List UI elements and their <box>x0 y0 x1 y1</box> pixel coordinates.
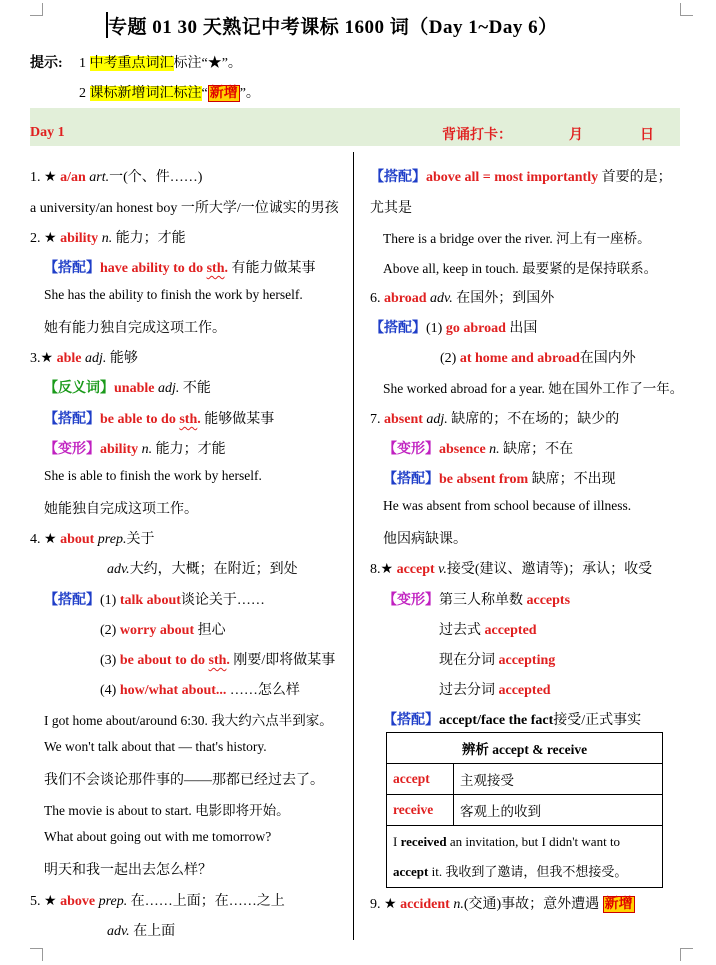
collocation-line <box>383 709 641 729</box>
analysis-definition: 客观上的收到 <box>454 795 663 826</box>
collocation-number: (3) <box>100 653 117 668</box>
collocation-line <box>440 347 636 367</box>
collocation-definition: 在国内外 <box>579 351 636 366</box>
example: The movie is about to start. 电影即将开始。 <box>44 803 290 818</box>
example: I got home about/around 6:30. 我大约六点半到家。 <box>44 713 333 728</box>
form-word: accepts <box>526 593 571 608</box>
tips-label: 提示: <box>30 56 63 71</box>
page-title: 专题 01 30 天熟记中考课标 1600 词（Day 1~Day 6） <box>108 17 558 38</box>
variant-line <box>383 438 573 458</box>
collocation-number: (4) <box>100 683 117 698</box>
corner-mark-top-right <box>680 3 693 16</box>
collocation-definition: 能够做某事 <box>204 412 275 427</box>
example-en: We won't talk about that — that's history. <box>44 739 267 754</box>
entry-number: 9. ★ <box>370 897 397 912</box>
variant-pos: n. <box>141 442 153 457</box>
form-label: 现在分词 <box>439 653 495 668</box>
example: She worked abroad for a year. 她在国外工作了一年。 <box>383 381 684 396</box>
entry-number: 2. ★ <box>30 231 57 246</box>
example: There is a bridge over the river. 河上有一座桥。 <box>383 231 651 246</box>
collocation-definition: 首要的是； <box>601 170 672 185</box>
example-en: She has the ability to finish the work by herself. <box>44 287 303 302</box>
collocation-sth: sth <box>208 653 227 668</box>
variant-line <box>44 438 226 458</box>
collocation: be about to do <box>119 653 209 668</box>
part-of-speech: v. <box>438 562 447 577</box>
collocation-sth: sth <box>206 261 225 276</box>
form-line <box>439 649 555 669</box>
entry-number: 5. ★ <box>30 894 57 909</box>
collocation-number: (1) <box>100 593 117 608</box>
collocation-line <box>100 679 300 699</box>
entry-about-adv <box>107 558 298 578</box>
collocation: how/what about... <box>119 683 227 698</box>
variant-line <box>383 589 570 609</box>
entry-number: 8.★ <box>370 562 394 577</box>
antonym-word: unable <box>114 381 155 396</box>
tip-line-2 <box>79 82 260 102</box>
part-of-speech: adv. <box>107 562 130 577</box>
corner-mark-bottom-right <box>680 948 693 961</box>
collocation-definition-cont: 尤其是 <box>370 201 412 216</box>
variant-word: absence <box>439 442 486 457</box>
collocation-definition: 出国 <box>509 321 538 336</box>
example-en: What about going out with me tomorrow? <box>44 829 272 844</box>
collocation-sth: sth <box>179 412 198 427</box>
analysis-definition: 主观接受 <box>454 764 663 795</box>
analysis-ex-word: received <box>400 833 447 849</box>
collocation: be able to do <box>100 412 180 427</box>
part-of-speech: adv. <box>107 924 130 939</box>
collocation: at home and abroad <box>459 351 580 366</box>
entry-above-adv <box>107 920 175 940</box>
analysis-word: accept <box>387 764 454 795</box>
collocation-tag: 【搭配】 <box>44 593 100 608</box>
entry-number: 7. <box>370 412 381 427</box>
definition: 在……上面；在……之上 <box>130 894 285 909</box>
collocation-line <box>44 257 315 277</box>
definition: 缺席的；不在场的；缺少的 <box>451 412 620 427</box>
variant-def: 缺席；不在 <box>503 442 574 457</box>
antonym-pos: adj. <box>157 381 180 396</box>
corner-mark-top-left <box>30 3 43 16</box>
variant-pos: n. <box>489 442 500 457</box>
analysis-example <box>387 826 663 888</box>
example-en: He was absent from school because of illness. <box>383 498 632 513</box>
collocation: accept/face the fact <box>439 713 554 728</box>
collocation-definition: ……怎么样 <box>229 683 300 698</box>
analysis-ex-post: it. 我收到了邀请，但我不想接受。 <box>428 863 628 879</box>
collocation-line <box>100 649 335 669</box>
tip-1-highlight: 中考重点词汇 <box>89 56 174 71</box>
form-word: accepted <box>484 623 537 638</box>
tip-2-open-quote: “ <box>201 86 208 101</box>
collocation-line <box>100 619 226 639</box>
entry-a-an <box>30 166 202 186</box>
form-word: accepted <box>498 683 551 698</box>
headword: absent <box>384 412 423 427</box>
entry-abroad <box>370 287 554 307</box>
analysis-ex-mid: an invitation, but I didn't want to <box>446 833 621 849</box>
entry-able <box>30 347 138 367</box>
collocation-definition: 担心 <box>197 623 226 638</box>
example-zh: 明天和我一起出去怎么样？ <box>44 863 212 878</box>
variant-tag: 【变形】 <box>383 593 439 608</box>
headword: a/an <box>60 170 86 185</box>
collocation: go abroad <box>445 321 506 336</box>
checkin-day: 日 <box>640 128 654 143</box>
collocation-line <box>44 589 265 609</box>
collocation-line <box>370 317 537 337</box>
collocation-end: . <box>226 653 230 668</box>
collocation-tag: 【搭配】 <box>370 321 426 336</box>
tip-line-1 <box>79 52 242 72</box>
part-of-speech: adj. <box>84 351 107 366</box>
day-label: Day 1 <box>30 125 65 140</box>
collocation-end: . <box>197 412 201 427</box>
example-zh: 她有能力独自完成这项工作。 <box>44 321 226 336</box>
collocation-tag: 【搭配】 <box>44 261 100 276</box>
collocation-definition: 有能力做某事 <box>231 261 316 276</box>
example: Above all, keep in touch. 最要紧的是保持联系。 <box>383 261 658 276</box>
definition: 大约，大概；在附近；到处 <box>129 562 298 577</box>
definition: 关于 <box>126 532 155 547</box>
entry-above <box>30 890 285 910</box>
part-of-speech: n. <box>101 231 113 246</box>
definition: 接受(建议、邀请等)；承认；收受 <box>446 562 653 577</box>
tip-2-close-quote: ”。 <box>239 86 260 101</box>
analysis-ex-word: accept <box>393 863 429 879</box>
analysis-table <box>386 732 663 888</box>
entry-number: 6. <box>370 291 381 306</box>
form-label: 过去式 <box>439 623 481 638</box>
collocation-tag: 【搭配】 <box>44 412 100 427</box>
definition: 能力；才能 <box>115 231 186 246</box>
part-of-speech: adv. <box>430 291 453 306</box>
definition: 一(个、件……) <box>109 170 203 185</box>
part-of-speech: prep. <box>98 894 128 909</box>
antonym-def: 不能 <box>182 381 211 396</box>
entry-absent <box>370 408 619 428</box>
part-of-speech: adj. <box>426 412 448 427</box>
tip-2-number: 2 <box>79 86 86 101</box>
new-word-badge: 新增 <box>604 897 633 912</box>
collocation: worry about <box>119 623 195 638</box>
tip-1-text: 标注“★”。 <box>173 56 242 71</box>
form-word: accepting <box>498 653 556 668</box>
definition: 在国外；到国外 <box>456 291 555 306</box>
headword: accept <box>396 562 435 577</box>
part-of-speech: prep. <box>97 532 127 547</box>
form-label: 第三人称单数 <box>439 593 523 608</box>
collocation-tag: 【搭配】 <box>383 472 439 487</box>
headword: about <box>60 532 95 547</box>
collocation: be absent from <box>439 472 529 487</box>
collocation-definition: 谈论关于…… <box>180 593 265 608</box>
collocation: above all = most importantly <box>426 170 599 185</box>
collocation: talk about <box>119 593 181 608</box>
headword: above <box>60 894 96 909</box>
analysis-ex-pre: I <box>393 833 401 849</box>
analysis-title: 辨析 accept & receive <box>387 733 663 764</box>
new-word-badge: 新增 <box>209 86 238 101</box>
tip-2-highlight: 课标新增词汇标注 <box>89 86 202 101</box>
form-label: 过去分词 <box>439 683 495 698</box>
collocation-line <box>44 408 274 428</box>
entry-ability <box>30 227 186 247</box>
variant-def: 能力；才能 <box>155 442 226 457</box>
example: a university/an honest boy 一所大学/一位诚实的男孩 <box>30 201 339 216</box>
definition: 能够 <box>109 351 138 366</box>
variant-tag: 【变形】 <box>44 442 100 457</box>
part-of-speech: n. <box>453 897 464 912</box>
column-divider <box>353 152 354 940</box>
collocation-number: (2) <box>100 623 117 638</box>
collocation-number: (2) <box>440 351 457 366</box>
definition: (交通)事故；意外遭遇 <box>463 897 600 912</box>
headword: able <box>56 351 82 366</box>
collocation-tag: 【搭配】 <box>383 713 439 728</box>
example-zh: 我们不会谈论那件事的——那都已经过去了。 <box>44 773 324 788</box>
example-zh: 他因病缺课。 <box>383 532 467 547</box>
form-line <box>439 619 537 639</box>
antonym-line <box>44 377 211 397</box>
collocation-tag: 【搭配】 <box>370 170 426 185</box>
entry-number: 3.★ <box>30 351 54 366</box>
collocation: have ability to do <box>100 261 207 276</box>
headword: accident <box>400 897 450 912</box>
collocation-definition: 接受/正式事实 <box>553 713 642 728</box>
tip-1-number: 1 <box>79 56 86 71</box>
headword: abroad <box>384 291 427 306</box>
example-en: She is able to finish the work by herself. <box>44 468 262 483</box>
collocation-line <box>383 468 616 488</box>
collocation-definition: 缺席；不出现 <box>531 472 616 487</box>
variant-word: ability <box>100 442 139 457</box>
antonym-tag: 【反义词】 <box>44 381 114 396</box>
collocation-definition: 刚要/即将做某事 <box>233 653 336 668</box>
analysis-word: receive <box>387 795 454 826</box>
collocation-number: (1) <box>426 321 443 336</box>
headword: ability <box>60 231 99 246</box>
corner-mark-bottom-left <box>30 948 43 961</box>
variant-tag: 【变形】 <box>383 442 439 457</box>
entry-number: 1. ★ <box>30 170 57 185</box>
form-line <box>439 679 551 699</box>
checkin-month: 月 <box>569 128 583 143</box>
entry-accident <box>370 893 635 913</box>
collocation-line <box>370 166 672 186</box>
example-zh: 她能独自完成这项工作。 <box>44 502 198 517</box>
definition: 在上面 <box>133 924 176 939</box>
entry-number: 4. ★ <box>30 532 57 547</box>
collocation-end: . <box>224 261 228 276</box>
entry-accept <box>370 558 652 578</box>
entry-about <box>30 528 154 548</box>
checkin-label: 背诵打卡： <box>442 128 512 143</box>
part-of-speech: art. <box>89 170 110 185</box>
